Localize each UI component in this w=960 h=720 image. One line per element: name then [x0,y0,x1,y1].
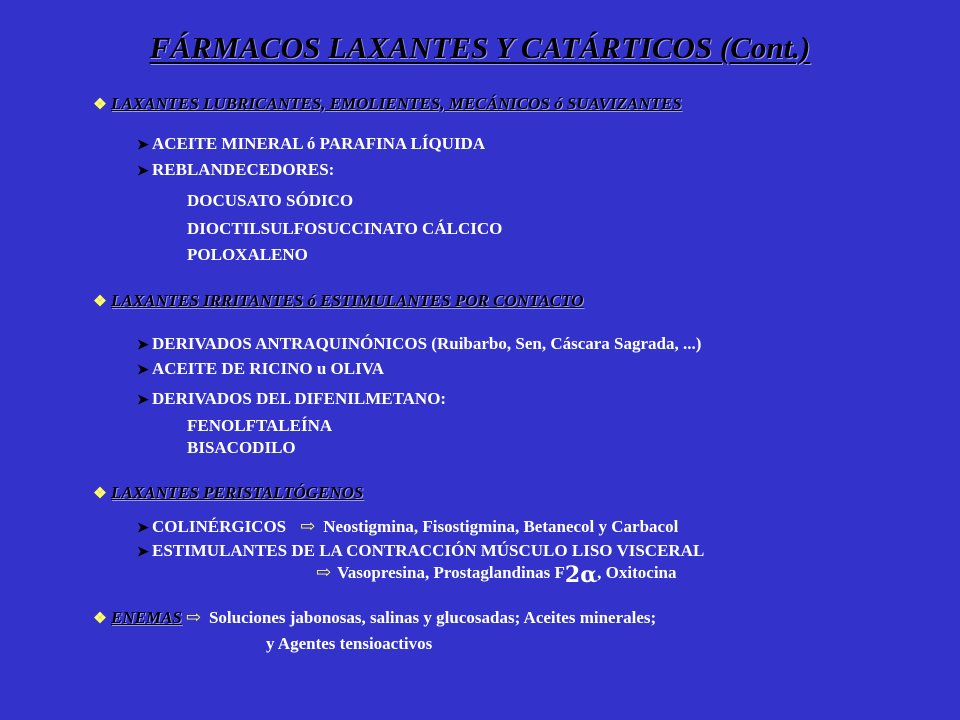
item-text: DERIVADOS DEL DIFENILMETANO: [152,389,447,408]
item-detail-suffix: , Oxitocina [597,563,677,582]
item-text: REBLANDECEDORES: [152,160,335,179]
sub-item: DOCUSATO SÓDICO [187,191,354,210]
item-detail: Vasopresina, Prostaglandinas F [337,563,565,582]
section-heading-irritantes [92,291,584,312]
list-item [137,389,446,411]
sub-item: FENOLFTALEÍNA [187,416,333,435]
diamond-bullet-icon: ❖ [93,611,107,627]
list-item [137,334,701,356]
arrow-bullet-icon: ➤ [137,393,149,408]
list-item [137,134,485,156]
arrow-bullet-icon: ➤ [137,164,149,179]
diamond-bullet-icon: ❖ [93,97,107,113]
sub-item: BISACODILO [187,438,296,457]
diamond-bullet-icon: ❖ [93,486,107,502]
section-heading-enemas [92,607,656,629]
list-item-detail [316,562,677,588]
section-heading-lubricantes [92,94,682,115]
heading-lubricantes: LAXANTES LUBRICANTES, EMOLIENTES, MECÁNICOS ó SUAVIZANTES [111,94,682,113]
item-detail: Neostigmina, Fisostigmina, Betanecol y Carbacol [323,517,679,536]
item-text: DERIVADOS ANTRAQUINÓNICOS (Ruibarbo, Sen, Cáscara Sagrada, ...) [152,334,702,353]
right-arrow-icon: ⇨ [316,562,332,582]
item-text: ACEITE DE RICINO u OLIVA [152,359,385,378]
right-arrow-icon: ⇨ [300,516,316,536]
list-item [137,516,678,539]
item-text: COLINÉRGICOS [152,517,287,536]
arrow-bullet-icon: ➤ [137,338,149,353]
right-arrow-icon: ⇨ [185,607,201,627]
arrow-bullet-icon: ➤ [137,521,149,536]
item-text: ESTIMULANTES DE LA CONTRACCIÓN MÚSCULO LISO VISCERAL [152,541,705,560]
heading-irritantes: LAXANTES IRRITANTES ó ESTIMULANTES POR CONTACTO [111,291,584,310]
arrow-bullet-icon: ➤ [137,545,149,560]
sub-item: DIOCTILSULFOSUCCINATO CÁLCICO [187,219,503,238]
sub-item: POLOXALENO [187,245,308,264]
enemas-detail-continued: y Agentes tensioactivos [266,634,433,653]
list-item [137,541,704,563]
item-text: ACEITE MINERAL ó PARAFINA LÍQUIDA [152,134,486,153]
section-heading-peristaltogenos [92,483,363,504]
diamond-bullet-icon: ❖ [93,294,107,310]
subscript: 2α [564,562,598,588]
arrow-bullet-icon: ➤ [137,138,149,153]
list-item [137,160,334,182]
heading-peristaltogenos: LAXANTES PERISTALTÓGENOS [111,483,364,502]
enemas-detail: Soluciones jabonosas, salinas y glucosadas; Aceites minerales; [208,608,657,627]
slide-title: FÁRMACOS LAXANTES Y CATÁRTICOS (Cont.) [149,30,811,65]
list-item [137,359,384,381]
arrow-bullet-icon: ➤ [137,363,149,378]
heading-enemas: ENEMAS [111,608,182,627]
